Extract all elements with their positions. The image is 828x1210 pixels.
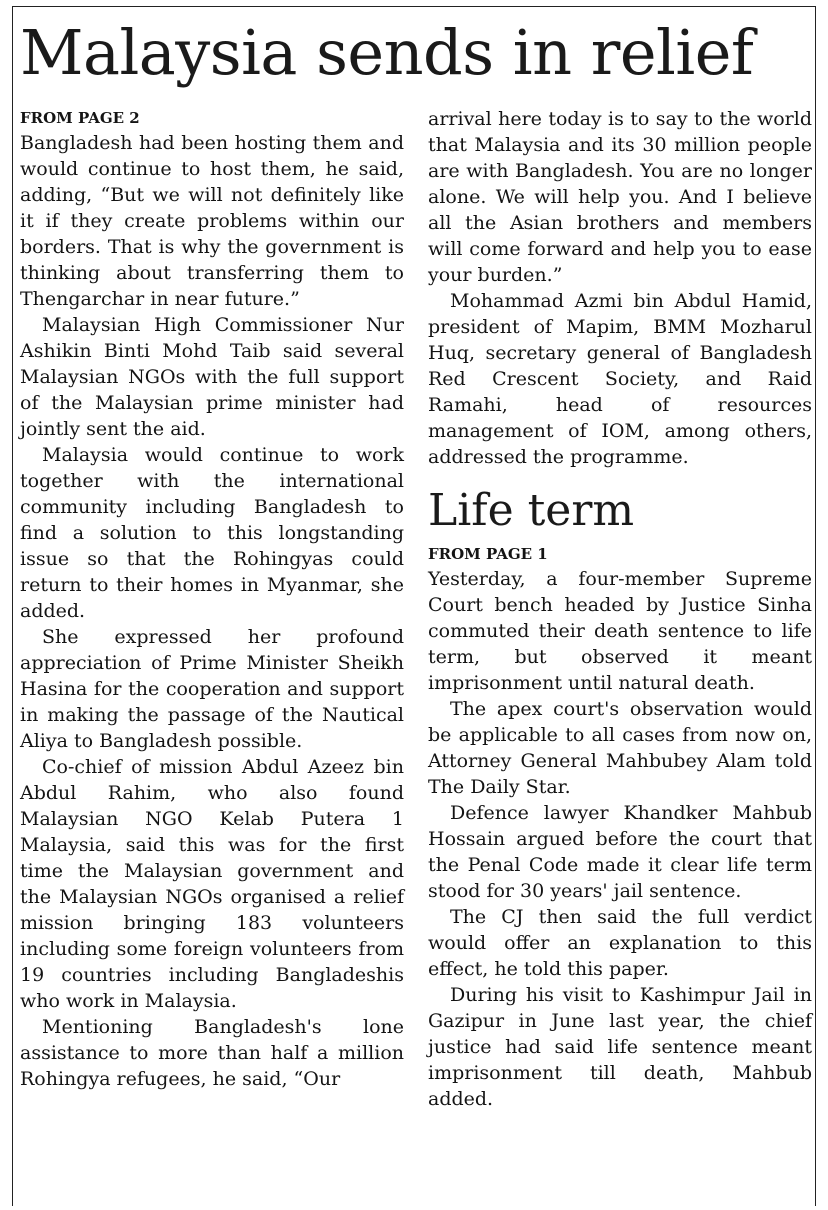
paragraph: Bangladesh had been hosting them and would continue to host them, he said, adding, “But we will not definitely like it if they create problems within our borders. That is why the government is thinking about transferring them to Thengarchar in near future.” [20, 132, 404, 310]
paragraph: During his visit to Kashimpur Jail in Gazipur in June last year, the chief justice had said life sentence meant imprisonment till death, Mahbub added. [428, 984, 812, 1110]
paragraph: She expressed her profound appreciation of Prime Minister Sheikh Hasina for the cooperation and support in making the passage of the Nautical Aliya to Bangladesh possible. [20, 626, 404, 752]
second-article-headline: Life term [428, 485, 635, 536]
paragraph: Yesterday, a four-member Supreme Court bench headed by Justice Sinha commuted their death sentence to life term, but observed it meant imprisonment until natural death. [428, 568, 812, 694]
page-border-left [12, 6, 13, 1206]
paragraph: The CJ then said the full verdict would offer an explanation to this effect, he told this paper. [428, 906, 812, 980]
page-border-right [815, 6, 816, 1206]
paragraph: Mohammad Azmi bin Abdul Hamid, president of Mapim, BMM Mozharul Huq, secretary general of Bangladesh Red Crescent Society, and Raid Ramahi, head of resources management of IOM, among others, addressed the programme. [428, 290, 812, 468]
paragraph: arrival here today is to say to the world that Malaysia and its 30 million people are with Bangladesh. You are no longer alone. We will help you. And I believe all the Asian brothers and members will come forward and help you to ease your burden.” [428, 108, 812, 286]
paragraph: Malaysia would continue to work together with the international community including Bangladesh to find a solution to this longstanding issue so that the Rohingyas could return to their homes in Myanmar, she added. [20, 444, 404, 622]
page-border-top [12, 6, 816, 7]
paragraph: Defence lawyer Khandker Mahbub Hossain argued before the court that the Penal Code made it clear life term stood for 30 years' jail sentence. [428, 802, 812, 902]
paragraph: Mentioning Bangladesh's lone assistance to more than half a million Rohingya refugees, he said, “Our [20, 1016, 404, 1090]
continuation-label: FROM PAGE 1 [428, 545, 548, 563]
article-column-right [428, 106, 812, 1112]
paragraph: Co-chief of mission Abdul Azeez bin Abdul Rahim, who also found Malaysian NGO Kelab Putera 1 Malaysia, said this was for the first time the Malaysian government and the Malaysian NGOs organised a relief mission bringing 183 volunteers including some foreign volunteers from 19 countries including Bangladeshis who work in Malaysia. [20, 756, 404, 1012]
paragraph: The apex court's observation would be applicable to all cases from now on, Attorney General Mahbubey Alam told The Daily Star. [428, 698, 812, 798]
article-headline: Malaysia sends in relief [20, 16, 754, 89]
article-column-left [20, 106, 404, 1092]
continuation-label: FROM PAGE 2 [20, 109, 140, 127]
paragraph: Malaysian High Commissioner Nur Ashikin Binti Mohd Taib said several Malaysian NGOs with the full support of the Malaysian prime minister had jointly sent the aid. [20, 314, 404, 440]
